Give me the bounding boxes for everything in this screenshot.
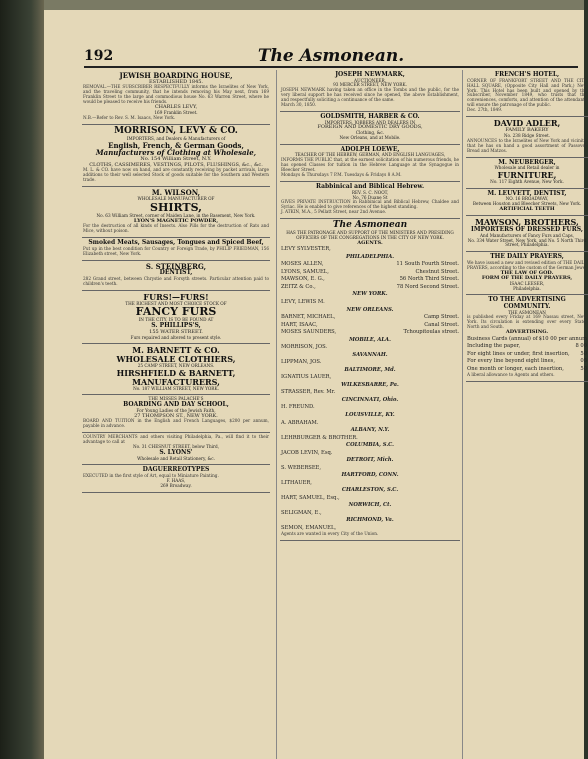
rate-label: For eight lines or under, first insertion,	[467, 350, 570, 357]
ad-barnett-clothiers	[82, 344, 270, 395]
ad-body: COUNTRY MERCHANTS and others visiting Philadelphia, Pa., will find it to their advantage to call at	[83, 434, 269, 445]
ad-product: FANCY FURS	[135, 305, 217, 319]
ad-subtitle: DENTIST,	[159, 269, 193, 277]
ad-line: IN THE CITY, IS TO BE FOUND AT	[138, 317, 214, 323]
ad-fancy-furs	[82, 291, 270, 345]
ad-boarding-house	[82, 70, 270, 125]
ad-daily-prayers	[466, 252, 588, 295]
agent-row	[281, 276, 459, 284]
agent-city: SAVANNAH.	[352, 351, 388, 358]
agent-city: NEW YORK.	[352, 291, 388, 298]
rate-value: 50	[580, 365, 587, 372]
agent-name: MOSES SAUNDERS,	[281, 329, 337, 336]
ad-address: No. 117 Eighth Avenue, New York.	[490, 178, 564, 184]
agent-name: HART, SAMUEL, Esq.,	[281, 494, 340, 501]
agent-city: CINCINNATI, Ohio.	[341, 396, 399, 403]
ad-title: JOSEPH NEWMARK,	[335, 71, 405, 78]
ad-body: We have issued a new and revised edition of THE DAILY PRAYERS, according to the custom of the German Jews.	[467, 259, 587, 270]
ad-body: BOARD AND TUITION in the English and French Languages, $200 per annum, payable in advance.	[83, 418, 269, 429]
agent-name: H. FREUND.	[281, 404, 315, 411]
ad-note: N.B.—Refer to Rev. S. M. Isaacs, New York.	[83, 114, 176, 120]
ad-address: 27 THOMPSON ST., NEW YORK.	[134, 412, 218, 419]
ad-signed: J. ATKIN, M.A., 5 Pellatt Street, near 2nd Avenue.	[281, 209, 387, 215]
ad-title: MAWSON, BROTHERS,	[475, 217, 579, 228]
ad-smoked-meats	[82, 238, 270, 261]
agent-row	[281, 510, 459, 518]
ad-line: THE LAW OF GOD.	[500, 269, 554, 276]
ad-title: THE MISSES PALACHE'S	[148, 396, 204, 402]
column-left	[82, 70, 270, 759]
ad-line: And Manufacturers of Fancy Furs and Caps,	[479, 232, 575, 238]
agents-heading: AGENTS.	[357, 239, 383, 246]
agent-row	[281, 322, 459, 330]
ad-signature: F. HAAS,	[166, 477, 186, 483]
agent-row	[281, 359, 459, 367]
agent-name: S. WEBERSEE,	[281, 464, 322, 471]
agent-city: NORWICH, Ct.	[348, 502, 392, 509]
ad-address: No. 187 WILLIAM STREET, NEW YORK.	[133, 385, 219, 391]
rate-value: $10 00 per annum	[538, 335, 587, 342]
ad-line: FOREIGN AND DOMESTIC DRY GOODS,	[317, 124, 423, 131]
agent-city: ALBANY, N.Y.	[350, 427, 390, 434]
ad-schedule: Mondays & Thursdays 7 P.M. Tuesdays & Fridays 8 A.M.	[281, 172, 402, 178]
ad-steinberg-dentist	[82, 261, 270, 291]
ad-body: CORNER OF FRANKFORT STREET AND THE CITY HALL SQUARE, (Opposite City Hall and Park,) New York. This Hotel has been built and opened by the Subscriber, November 1849, who trusts that the conveniences, comforts, and attention of the attendants will ensure the patronage of the public.	[467, 77, 587, 108]
ad-leuvett-dentist	[466, 189, 588, 217]
book-binding	[0, 0, 44, 759]
ad-body: EXECUTED in the first style of Art, equal to Miniature Painting.	[83, 472, 219, 478]
ad-title: FURS!—FURS!	[143, 291, 209, 302]
agent-place: Camp Street.	[424, 314, 459, 321]
ad-subtitle: FAMILY BAKERY	[505, 127, 549, 134]
agent-row	[281, 269, 459, 277]
agent-row	[281, 299, 459, 307]
rate-label: One month or longer, each insertion,	[467, 365, 564, 372]
ad-note: Furs repaired and altered to present style.	[130, 334, 222, 340]
ad-line: THE RICHEST AND MOST CHOICE STOCK OF	[125, 300, 227, 306]
agent-city: RICHMOND, Va.	[346, 517, 394, 524]
ad-address: 25 CAMP STREET, NEW ORLEANS.	[137, 363, 215, 369]
agent-row	[281, 389, 459, 397]
ad-title: MORRISON, LEVY & CO.	[114, 125, 238, 136]
agent-row	[281, 495, 459, 503]
page-number: 192	[84, 48, 114, 64]
agent-city: HARTFORD, CONN.	[341, 472, 399, 479]
ad-subtitle: WHOLESALE CLOTHIERS,	[116, 354, 236, 365]
agent-row	[281, 374, 459, 382]
agent-name: LEVY, LEWIS M.	[281, 299, 325, 305]
ad-title: ADOLPH LOEWE,	[340, 145, 400, 153]
agent-city: WILKESBARRE, Pa.	[341, 381, 399, 388]
ad-body: 282 Grand street, between Chrystie and Forsyth streets. Particular attention paid to children's teeth.	[83, 275, 269, 286]
ad-title: M. LEUVETT, DENTIST,	[487, 189, 567, 197]
rate-label: Including the paper,	[467, 343, 521, 350]
agent-city: PHILADELPHIA.	[345, 253, 395, 260]
ad-line: IMPORTERS, and Dealers & Manufacturers of	[126, 135, 226, 141]
rate-label: Business Cards (annual) of	[467, 335, 538, 342]
section-body: HAS THE PATRONAGE AND SUPPORT OF THE MINISTERS AND PRESIDING OFFICERS OF THE CONGREGATIONS IN THE CITY OF NEW YORK.	[286, 230, 454, 240]
agent-row	[281, 480, 459, 488]
ad-address: No. 238 Ridge Street.	[503, 132, 551, 138]
ad-title: Smoked Meats, Sausages, Tongues and Spiced Beef,	[88, 239, 264, 247]
agent-row	[281, 465, 459, 473]
rate-value: 50	[580, 350, 587, 357]
agent-place: 78 Nord Second Street.	[396, 283, 459, 290]
ad-daguerreotypes	[82, 465, 270, 492]
ad-advertising-rates	[466, 295, 588, 382]
ad-body: INFORMS THE PUBLIC that, at the earnest solicitation of his numerous friends, he has opened Classes for tuition in the Hebrew Language at the Synagogue in Bleecker Street.	[281, 157, 459, 173]
agent-place: Canal Street.	[424, 321, 459, 328]
ad-title: JEWISH BOARDING HOUSE,	[119, 71, 233, 80]
ad-subtitle: MANUFACTURERS,	[132, 376, 220, 387]
ad-body: is published every Friday at 169 Nassau street, New York. Its circulation is extending over every State, North and South.	[467, 314, 587, 330]
ad-subtitle: ESTABLISHED 1845.	[148, 78, 204, 85]
agent-city: NEW ORLEANS.	[346, 306, 394, 313]
ad-subtitle: THE ASMONEAN	[508, 309, 546, 315]
rates-heading: ADVERTISING.	[505, 329, 549, 336]
ad-line: Clothing, &c.	[355, 130, 385, 136]
ad-address: 93 MERCER STREET, NEW YORK.	[333, 82, 407, 88]
agent-name: IGNATIUS LAUER,	[281, 374, 332, 381]
agent-row	[281, 329, 459, 337]
ad-signature: CHARLES LEVY,	[154, 104, 198, 111]
agent-name: MORRISON, JOS.	[281, 344, 328, 351]
agent-row	[281, 344, 459, 352]
ad-title: THE DAILY PRAYERS,	[490, 253, 564, 261]
ad-address: Philadelphia.	[513, 285, 541, 291]
ad-mawson-brothers	[466, 216, 588, 252]
agent-name: STRASSER, Rev. Mr.	[281, 389, 336, 396]
agent-name: LEHRBURGER & BROTHER.	[281, 434, 358, 441]
ad-address: 269 Broadway.	[160, 482, 192, 488]
ad-product: ARTIFICIAL TEETH	[499, 205, 555, 212]
ad-signature: REV. S. C. NOOT,	[351, 189, 389, 195]
ad-title: S. STEINBERG,	[145, 261, 207, 271]
agent-city: COLUMBIA, S.C.	[346, 442, 394, 449]
ad-rabbinical-hebrew	[280, 182, 460, 219]
agent-place: 56 North Third Street.	[399, 276, 459, 283]
ad-line: FORM OF THE DAILY PRAYERS,	[481, 275, 573, 282]
ad-signature: S. PHILLIPS'S,	[151, 322, 201, 330]
ad-address: No. 76 Duane St	[352, 194, 388, 200]
agent-row	[281, 246, 459, 254]
column-middle	[276, 70, 460, 759]
agent-name: MOSES ALLEN,	[281, 261, 324, 268]
agent-city: LOUISVILLE, KY.	[345, 411, 395, 418]
ad-line: For Young Ladies of the Jewish Faith,	[136, 407, 216, 413]
agent-place: Chestnut Street.	[415, 268, 459, 275]
agent-name: A. ABRAHAM.	[281, 419, 319, 426]
ad-address: No. 63 William Street, corner of Maiden Lane, in the Basement, New York.	[96, 212, 256, 218]
ad-goldsmith-harber	[280, 112, 460, 145]
ad-lyons-stationery	[82, 433, 270, 465]
ad-wilson-shirts	[82, 187, 270, 238]
ad-title: Rabbinical and Biblical Hebrew.	[315, 183, 425, 191]
ad-body: For the destruction of all kinds of Insects. Also Pills for the destruction of Rats and Mice, without poison.	[83, 223, 269, 234]
agent-name: LYONS, SAMUEL,	[281, 268, 329, 275]
agent-name: MAWSON, E. G.,	[281, 276, 325, 283]
ad-subtitle: Between Houston and Bleecker Streets, New York.	[472, 200, 582, 206]
ad-address: New Orleans, and at Mobile.	[339, 135, 401, 141]
ad-subtitle: IMPORTERS OF DRESSED FURS,	[471, 226, 583, 234]
agent-name: LEVY SYLVESTER,	[281, 246, 331, 253]
agent-name: BARNET, MICHAEL,	[281, 314, 336, 321]
ad-morrison-levy	[82, 125, 270, 187]
ad-address: NO. 16 BROADWAY,	[505, 196, 549, 202]
ad-signature: S. LYONS'	[159, 448, 193, 456]
rate-label: For every line beyond eight lines,	[467, 358, 555, 365]
ad-signature: ISAAC LEESER,	[509, 280, 545, 286]
ad-title: M. WILSON,	[151, 188, 201, 198]
section-title: The Asmonean	[332, 220, 408, 231]
agent-row	[281, 435, 459, 443]
agent-name: JACOB LEVIN, Esq.	[281, 449, 333, 456]
ad-title: DAGUERREOTYPES	[142, 466, 210, 474]
agent-name: LIPPMAN, JOS.	[281, 359, 322, 366]
ad-line: Manufacturers of Clothing at Wholesale,	[95, 148, 257, 158]
ad-body: GIVES PRIVATE INSTRUCTION in Rabbinical and Biblical Hebrew, Chaldee and Syriac. He is enabled to give references of the highest standing.	[281, 199, 459, 210]
ad-address: 169 Franklin Street.	[154, 110, 198, 115]
ad-address: 155 WATER STREET.	[149, 328, 203, 335]
ad-body: Put up in the best condition for Country or Foreign Trade, by PHILIP FRIEDMAN, 156 Elizabeth street, New York.	[83, 245, 269, 256]
rates-list	[467, 336, 587, 374]
agent-city: MOBILE, ALA.	[349, 336, 391, 343]
masthead-title: The Asmonean.	[257, 46, 405, 66]
ad-french-hotel	[466, 70, 588, 117]
ad-palache-school	[82, 395, 270, 433]
ad-subtitle: BOARDING AND DAY SCHOOL,	[123, 401, 229, 409]
ad-body: REMOVAL.—THE SUBSCRIBER RESPECTFULLY informs the Israelites of New York, and the traveling community, that he intends removing his May next, from 169 Franklin Street to the large and commodious house No. 63 Warren Street, where he would be pleased to receive his friends.	[83, 84, 269, 105]
page-top-edge	[44, 0, 584, 10]
agent-name: ZEITZ & Co.,	[281, 283, 316, 290]
rate-row	[467, 358, 587, 366]
agent-name: SEMON, EMANUEL,	[281, 524, 337, 531]
rate-value: 05	[580, 358, 587, 365]
ad-adler-bakery	[466, 117, 588, 157]
ad-neuberger-furniture	[466, 158, 588, 189]
agent-row	[281, 314, 459, 322]
agent-row	[281, 450, 459, 458]
agent-city: DETROIT, Mich.	[346, 457, 394, 464]
agent-row	[281, 420, 459, 428]
asmonean-agents-section	[280, 219, 460, 541]
ad-subtitle: WHOLESALE MANUFACTURER OF	[137, 195, 215, 201]
agent-place: 11 South Fourth Street.	[396, 261, 459, 268]
ad-title: M. NEUBERGER,	[498, 158, 556, 166]
agent-city: CHARLESTON, S.C.	[341, 487, 399, 494]
ad-title: HIRSHFIELD & BARNETT,	[116, 367, 236, 378]
ad-product: FURNITURE,	[497, 169, 557, 180]
agent-row	[281, 261, 459, 269]
ad-title: DAVID ADLER,	[493, 118, 561, 129]
ad-line: IMPORTERS, JOBBERS AND DEALERS IN	[324, 119, 416, 125]
ad-newmark-auctioneer	[280, 70, 460, 112]
agent-name: SELIGMAN, E.,	[281, 509, 322, 516]
ad-date: Dec. 27th, 1849.	[467, 107, 503, 113]
agent-name: LITHAUER,	[281, 479, 312, 486]
ad-subtitle: TEACHER OF THE HEBREW, GERMAN, AND ENGLISH LANGUAGES,	[294, 152, 446, 158]
agent-row	[281, 404, 459, 412]
ad-loewe-teacher	[280, 145, 460, 182]
ad-title: M. BARNETT & CO.	[132, 345, 220, 356]
ad-title: TO THE ADVERTISING COMMUNITY.	[488, 296, 566, 310]
ad-address: No. 154 William Street, N.Y.	[140, 155, 212, 162]
ad-line: CLOTHS, CASSIMERES, VESTINGS, PILOTS, FLUSHINGS, &c., &c.	[89, 161, 263, 168]
agent-row	[281, 284, 459, 292]
ad-title: GOLDSMITH, HARBER & CO.	[320, 113, 420, 121]
ad-title: FRENCH'S HOTEL,	[494, 71, 560, 78]
ad-subtitle: Wholesale and Retail dealer in	[494, 165, 560, 171]
ad-product: SHIRTS,	[150, 200, 202, 214]
ad-address: No. 334 Water Street, New York, and No. 5 North Third Street, Philadelphia.	[467, 237, 587, 248]
ad-subtitle: AUCTIONEER,	[354, 77, 386, 83]
ad-body: JOSEPH NEWMARK having taken an office in the Tombs and the public, for the very liberal support he has received since he opened, the above Establishment, and respectfully soliciting a continuance of the same.	[281, 87, 459, 103]
ad-line: English, French, & German Goods,	[108, 140, 244, 150]
ad-line: LYON'S MAGNETIC POWDER,	[133, 217, 219, 224]
rate-row	[467, 336, 587, 344]
ad-subtitle: Wholesale and Retail Stationery, &c.	[137, 455, 215, 461]
ad-address: No. 31 CHESNUT STREET, below Third,	[132, 444, 220, 450]
newspaper-page	[44, 10, 587, 759]
agent-place: Tchoupitoulas street.	[403, 329, 459, 336]
rate-row	[467, 351, 587, 359]
agent-city: BALTIMORE, Md.	[344, 366, 396, 373]
agents-list	[281, 246, 459, 532]
ad-body: ANNOUNCES to the Israelites of New York and vicinity, that he has on hand a good assortment of Passover Bread and Matzos.	[467, 137, 587, 153]
agent-name: HART, ISAAC,	[281, 321, 318, 328]
ad-note: A liberal allowance to Agents and others.	[467, 372, 555, 378]
column-right	[462, 70, 588, 759]
rate-value: 8 00	[575, 343, 587, 350]
rate-row	[467, 343, 587, 351]
page-header	[84, 48, 578, 68]
ad-date: March 30, 1850.	[281, 102, 317, 108]
agents-footnote: Agents are wanted in every City of the Union.	[281, 531, 379, 537]
ad-body: M. L. & CO. have now on hand, and are constantly receiving by packet arrivals, large additions to their well selected Stock of goods suitable for the Southern and Western trade.	[83, 167, 269, 183]
